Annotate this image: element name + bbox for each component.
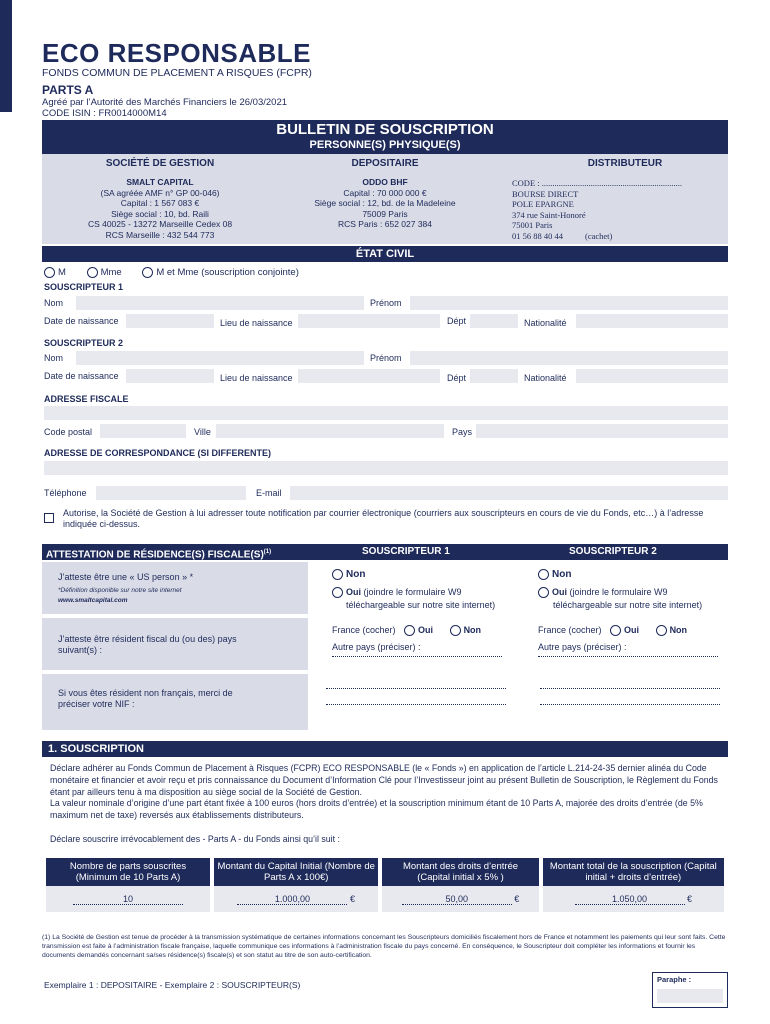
capital-value[interactable]: 1.000,00	[237, 894, 347, 905]
definition-note: *Définition disponible sur notre site internet	[58, 587, 182, 594]
distributeur-l2: POLE EPARGNE	[512, 199, 574, 209]
col-total: Montant total de la souscription (Capital initial + droits d’entrée)	[543, 858, 724, 886]
s1-france-row	[332, 625, 481, 636]
s1-france-label: France (cocher)	[332, 625, 396, 635]
nom1-field[interactable]	[76, 296, 364, 310]
email-label: E-mail	[256, 488, 282, 498]
nat1-label: Nationalité	[524, 318, 567, 328]
parts-value-cell[interactable]	[46, 886, 210, 912]
lieu1-label: Lieu de naissance	[220, 318, 293, 328]
naissance1-label: Date de naissance	[44, 316, 119, 326]
s2-usperson-oui[interactable]: Oui (joindre le formulaire W9	[538, 587, 668, 598]
nonfr-label: Si vous êtes résident non français, merci de préciser votre NIF :	[58, 688, 233, 709]
ville-label: Ville	[194, 427, 211, 437]
ville-field[interactable]	[216, 424, 444, 438]
residence-head: ATTESTATION DE RÉSIDENCE(S) $FISCALE(S)^{(1)}$	[46, 549, 272, 561]
pays-field[interactable]	[476, 424, 728, 438]
cp-field[interactable]	[100, 424, 186, 438]
s1-autre-label: Autre pays (préciser) :	[332, 642, 421, 652]
distributeur-l5: 01 56 88 40 44	[512, 230, 563, 241]
distributeur-l1: BOURSE DIRECT	[512, 188, 579, 199]
s2-autre-field[interactable]	[538, 656, 718, 657]
correspondance-label: ADRESSE DE CORRESPONDANCE (SI DIFFERENTE)	[44, 448, 272, 458]
bulletin-band	[42, 120, 728, 154]
resident-label: J’atteste être résident fiscal du (ou des) pays suivant(s) :	[58, 634, 237, 655]
s1-usperson-non[interactable]: Non	[332, 569, 365, 580]
s1-telech: téléchargeable sur notre site internet)	[346, 600, 496, 610]
distributeur-l3: 374 rue Saint-Honoré	[512, 209, 586, 220]
s1-nif-field-1[interactable]	[326, 688, 506, 689]
gestion-l1: (SA agréée AMF n° GP 00-046)	[100, 187, 220, 198]
distributeur-l4: 75001 Paris	[512, 220, 553, 230]
depositaire-l3: 75009 Paris	[362, 208, 408, 219]
radio-mme[interactable]: Mme	[87, 267, 122, 278]
dept2-label: Dépt	[447, 373, 467, 383]
s2-france-non[interactable]: Non	[656, 625, 688, 635]
etat-civil-band: ÉTAT CIVIL	[42, 246, 728, 262]
site-url: www.smaltcapital.com	[58, 597, 128, 604]
distributeur-code[interactable]: CODE : ..................................................................	[512, 178, 682, 188]
col-parts: Nombre de parts souscrites (Minimum de 10 Parts A)	[46, 858, 210, 886]
distributeur-head: DISTRIBUTEUR	[587, 158, 663, 169]
gestion-l4: CS 40025 - 13272 Marseille Cedex 08	[87, 219, 233, 229]
radio-m-et-mme[interactable]: M et Mme (souscription conjointe)	[142, 267, 299, 278]
col-droits: Montant des droits d’entrée (Capital initial x 5% )	[382, 858, 538, 886]
nom1-label: Nom	[44, 298, 64, 308]
dept1-label: Dépt	[447, 316, 467, 326]
adresse-fiscale-label: ADRESSE FISCALE	[44, 394, 129, 404]
email-field[interactable]	[290, 486, 728, 500]
nom2-label: Nom	[44, 353, 64, 363]
gestion-l3: Siège social : 10, bd. Raili	[111, 208, 209, 219]
parts-label: PARTS A	[42, 83, 94, 97]
prenom1-label: Prénom	[370, 298, 402, 308]
bulletin-title: BULLETIN DE SOUSCRIPTION	[276, 121, 494, 138]
depositaire-name: ODDO BHF	[362, 177, 408, 187]
cp-label: Code postal	[44, 427, 93, 437]
s1-france-oui[interactable]: Oui	[404, 625, 433, 635]
souscription-p1: Déclare adhérer au Fonds Commun de Placement à Risques (FCPR) ECO RESPONSABLE (le « Fonds ») en application de l’article L.214-24-35 dernier alinéa du Code monétaire et financier et avoir reçu et pris connaissance du Document d’Information Clé pour l’Investisseur joint au présent Bulletin de Souscription, le Règlement du Fonds étant par ailleurs tenu à ma disposition au siège social de la Société de Gestion.	[50, 763, 718, 797]
nat2-label: Nationalité	[524, 373, 567, 383]
souscripteur2-label: SOUSCRIPTEUR 2	[44, 338, 124, 348]
prenom1-field[interactable]	[410, 296, 728, 310]
souscripteur1-label: SOUSCRIPTEUR 1	[44, 282, 124, 292]
nat1-field[interactable]	[576, 314, 728, 328]
tel-field[interactable]	[96, 486, 246, 500]
fund-subtitle: FONDS COMMUN DE PLACEMENT A RISQUES (FCPR)	[42, 67, 312, 79]
s2-usperson-non[interactable]: Non	[538, 569, 571, 580]
depositaire-l2: Siège social : 12, bd. de la Madeleine	[314, 198, 456, 208]
lieu2-field[interactable]	[298, 369, 440, 383]
residence-s1-head: SOUSCRIPTEUR 1	[362, 546, 450, 557]
naissance2-label: Date de naissance	[44, 371, 119, 381]
gestion-l2: Capital : 1 567 083 €	[120, 198, 200, 208]
col-capital: Montant du Capital Initial (Nombre de Parts A x 100€)	[214, 858, 378, 886]
s2-france-label: France (cocher)	[538, 625, 602, 635]
lieu2-label: Lieu de naissance	[220, 373, 293, 383]
amount-table	[42, 858, 728, 912]
paraphe-box[interactable]	[652, 972, 728, 1008]
s2-france-oui[interactable]: Oui	[610, 625, 639, 635]
nom2-field[interactable]	[76, 351, 364, 365]
residence-band	[42, 544, 728, 560]
document-header	[42, 38, 312, 119]
total-value-cell[interactable]: 1.050,00 €	[543, 886, 724, 912]
exemplaire-label: Exemplaire 1 : DEPOSITAIRE - Exemplaire 2 : SOUSCRIPTEUR(S)	[44, 980, 301, 990]
depositaire-details	[280, 177, 490, 230]
s2-telech: téléchargeable sur notre site internet)	[553, 600, 703, 610]
gestion-l5: RCS Marseille : 432 544 773	[105, 229, 215, 240]
naissance2-field[interactable]	[126, 369, 214, 383]
amf-approval: Agréé par l’Autorité des Marchés Financiers le 26/03/2021	[42, 97, 288, 108]
prenom2-label: Prénom	[370, 353, 402, 363]
bulletin-subtitle: PERSONNE(S) PHYSIQUE(S)	[309, 139, 461, 151]
cachet-label: (cachet)	[585, 230, 613, 241]
depositaire-head: DEPOSITAIRE	[351, 158, 419, 169]
correspondance-field[interactable]	[44, 461, 728, 475]
pays-label: Pays	[452, 427, 473, 437]
distributeur-details	[512, 178, 722, 241]
s2-nif-field-2[interactable]	[540, 704, 720, 705]
naissance1-field[interactable]	[126, 314, 214, 328]
droits-value[interactable]: 50,00	[402, 894, 512, 905]
email-consent-text: Autorise, la Société de Gestion à lui adresser toute notification par courrier électronique (courriers aux souscripteurs en cours de vie du Fonds, etc…) à l’adresse indiquée ci-dessus.	[63, 508, 704, 529]
souscription-p3: Déclare souscrire irrévocablement des - Parts A - du Fonds ainsi qu’il suit :	[50, 833, 340, 844]
souscription-band: 1. SOUSCRIPTION	[42, 741, 728, 757]
souscription-p2: La valeur nominale d’origine d’une part étant fixée à 100 euros (hors droits d’entrée) et la souscription minimum étant de 10 Parts A, majorée des droits d’entrée (de 5% maximum net de taxe) reversés aux établissements distributeurs.	[50, 798, 703, 821]
paraphe-label: Paraphe :	[657, 975, 692, 984]
s1-nif-field-2[interactable]	[326, 704, 506, 705]
total-value[interactable]: 1.050,00	[575, 894, 685, 905]
s1-usperson-oui[interactable]: Oui (joindre le formulaire W9	[332, 587, 462, 598]
s2-autre-label: Autre pays (préciser) :	[538, 642, 627, 652]
civility-radios	[44, 267, 299, 278]
email-consent-checkbox[interactable]	[44, 513, 54, 523]
usperson-label: J’atteste être une « US person » *	[58, 572, 194, 582]
footnote: (1) La Société de Gestion est tenue de procéder à la transmission systématique de certaines informations concernant les Souscripteurs domiciliés fiscalement hors de France et notamment les paiements qui leur sont faits. Cette transmission est faite à l’administration fiscale française, laquelle communique ces informations à l’administration fiscale du pays concerné. En conséquence, le Souscripteur doit compléter les informations et fournir les documents demandés concernant sa/ses résidence(s) fiscale(s) et son statut au titre de son auto-certification.	[42, 934, 726, 959]
parts-value[interactable]: 10	[73, 894, 183, 905]
tel-label: Téléphone	[44, 488, 87, 498]
dept1-field[interactable]	[470, 314, 518, 328]
souscription-text	[50, 763, 720, 846]
capital-value-cell[interactable]: 1.000,00 €	[214, 886, 378, 912]
left-accent-bar	[0, 0, 12, 112]
residence-s2-head: SOUSCRIPTEUR 2	[569, 546, 657, 557]
droits-value-cell[interactable]: 50,00 €	[382, 886, 538, 912]
fund-title: ECO RESPONSABLE	[42, 38, 311, 68]
dept2-field[interactable]	[470, 369, 518, 383]
prenom2-field[interactable]	[410, 351, 728, 365]
lieu1-field[interactable]	[298, 314, 440, 328]
gestion-details	[55, 177, 265, 240]
s2-france-row	[538, 625, 687, 636]
depositaire-l4: RCS Paris : 652 027 384	[337, 219, 433, 229]
s1-autre-field[interactable]	[332, 656, 502, 657]
radio-m[interactable]: M	[44, 267, 66, 278]
s1-france-non[interactable]: Non	[450, 625, 482, 635]
gestion-name: SMALT CAPITAL	[126, 177, 194, 187]
nat2-field[interactable]	[576, 369, 728, 383]
s2-nif-field-1[interactable]	[540, 688, 720, 689]
adresse-field[interactable]	[44, 406, 728, 420]
gestion-head: SOCIÉTÉ DE GESTION	[105, 158, 215, 169]
depositaire-l1: Capital : 70 000 000 €	[343, 187, 427, 198]
isin-code: CODE ISIN : FR0014000M14	[42, 108, 167, 119]
